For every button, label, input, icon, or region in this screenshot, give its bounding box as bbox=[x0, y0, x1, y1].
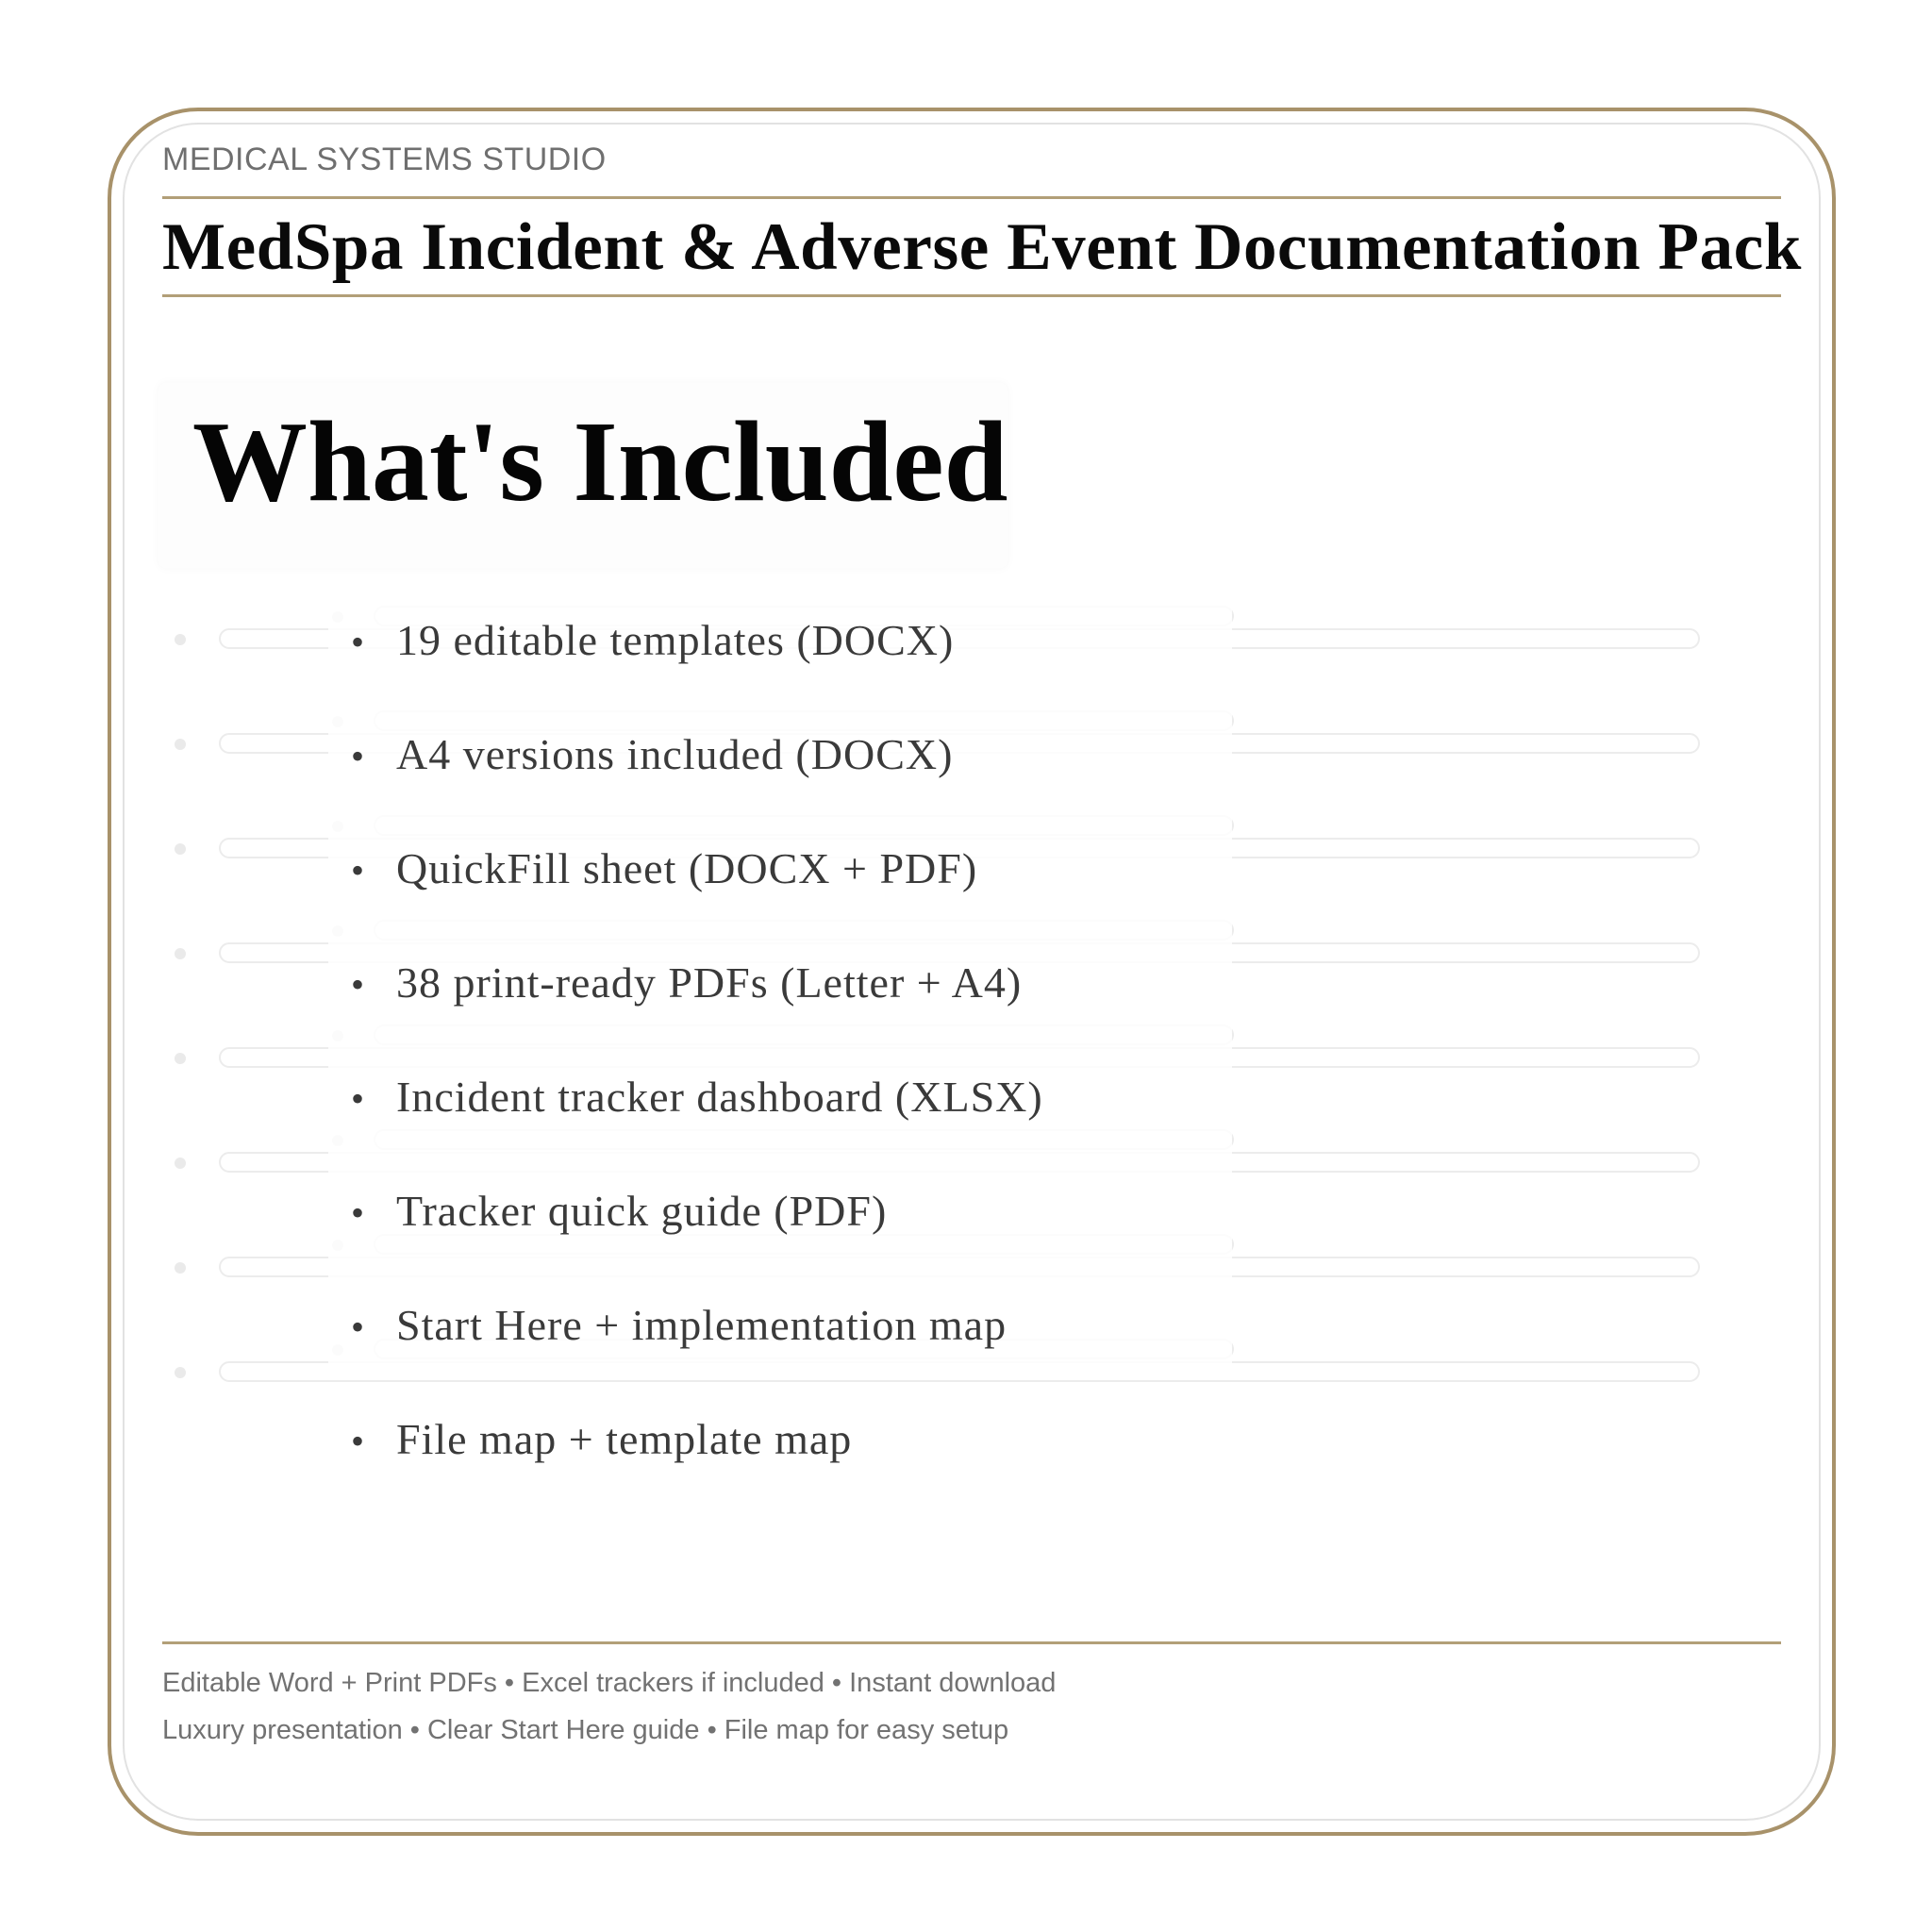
brand-name: MEDICAL SYSTEMS STUDIO bbox=[162, 142, 607, 177]
bullet-icon: • bbox=[351, 849, 366, 891]
bullet-icon: • bbox=[351, 1191, 366, 1234]
placeholder-dot bbox=[175, 1158, 186, 1169]
list-item bbox=[351, 615, 954, 665]
footer-divider bbox=[162, 1641, 1781, 1644]
list-item-label: 19 editable templates (DOCX) bbox=[396, 616, 955, 664]
placeholder-dot bbox=[175, 739, 186, 750]
list-item-label: File map + template map bbox=[396, 1415, 853, 1463]
placeholder-dot bbox=[175, 1053, 186, 1064]
section-title: What's Included bbox=[192, 398, 1008, 525]
bullet-icon: • bbox=[351, 1306, 366, 1348]
list-item-label: A4 versions included (DOCX) bbox=[396, 730, 954, 778]
bullet-icon: • bbox=[351, 963, 366, 1006]
bullet-icon: • bbox=[351, 1077, 366, 1120]
bullet-icon: • bbox=[351, 621, 366, 663]
document-title: MedSpa Incident & Adverse Event Documentation Pack bbox=[162, 210, 1802, 284]
list-item bbox=[351, 729, 953, 779]
list-item-label: 38 print-ready PDFs (Letter + A4) bbox=[396, 958, 1023, 1007]
list-item-label: Tracker quick guide (PDF) bbox=[396, 1187, 888, 1235]
list-item bbox=[351, 958, 1022, 1008]
footer-line-1: Editable Word + Print PDFs • Excel trackers if included • Instant download bbox=[162, 1668, 1057, 1698]
footer-line-2: Luxury presentation • Clear Start Here guide • File map for easy setup bbox=[162, 1715, 1009, 1745]
list-item bbox=[351, 1300, 1007, 1350]
list-item-label: Start Here + implementation map bbox=[396, 1301, 1008, 1349]
bullet-icon: • bbox=[351, 735, 366, 777]
list-item bbox=[351, 843, 977, 893]
placeholder-dot bbox=[175, 948, 186, 959]
list-item bbox=[351, 1414, 852, 1464]
placeholder-dot bbox=[175, 1367, 186, 1378]
bullet-icon: • bbox=[351, 1420, 366, 1462]
placeholder-dot bbox=[175, 1262, 186, 1274]
placeholder-dot bbox=[175, 634, 186, 645]
placeholder-dot bbox=[175, 843, 186, 855]
list-item-label: QuickFill sheet (DOCX + PDF) bbox=[396, 844, 978, 892]
list-item bbox=[351, 1186, 887, 1236]
list-item-label: Incident tracker dashboard (XLSX) bbox=[396, 1073, 1043, 1121]
list-item bbox=[351, 1072, 1043, 1122]
